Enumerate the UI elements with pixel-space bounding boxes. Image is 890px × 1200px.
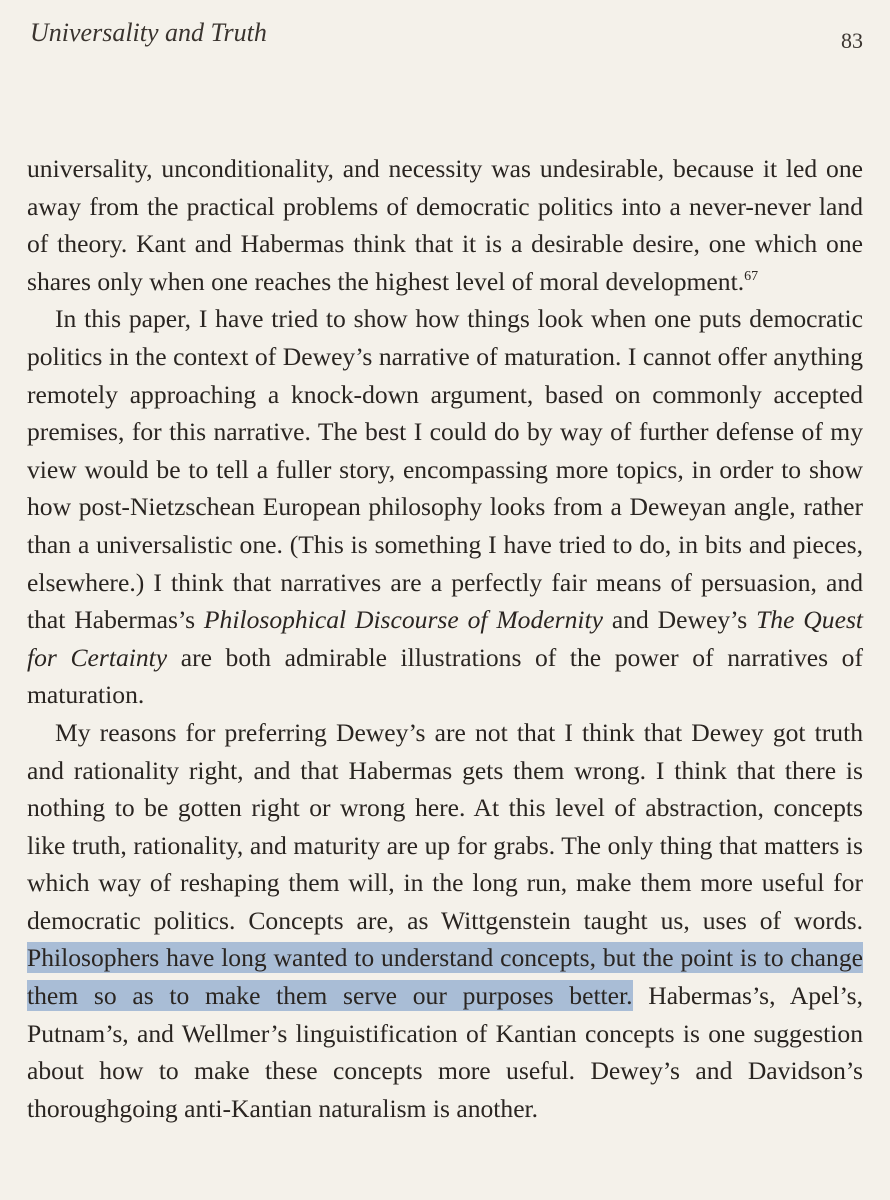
book-title-philosophical-discourse: Philosophical Discourse of Modernity bbox=[203, 605, 603, 635]
footnote-marker: 67 bbox=[744, 268, 759, 284]
paragraph-1 bbox=[27, 150, 863, 300]
highlighted-passage[interactable]: Philosophers have long wanted to understand concepts, but the point is to change them so as to make them serve our purposes better. bbox=[27, 943, 863, 1011]
paragraph-1-text: universality, unconditionality, and necessity was undesirable, because it led one away from the practical problems of democratic politics into a never-never land of theory. Kant and Habermas think that it is a desirable desire, one which one shares only when one reaches the highest level of moral development. bbox=[27, 154, 863, 296]
page-number: 83 bbox=[841, 28, 863, 53]
body-text bbox=[27, 150, 863, 1127]
paragraph-3-text-c: Habermas’s, Apel’s, Putnam’s, and Wellmer’s linguistification of Kantian concepts is one suggestion about how to make these concepts more useful. Dewey’s and Davidson’s thoroughgoing anti-Kantian naturalism is another. bbox=[27, 981, 863, 1123]
paragraph-3-text-a: My reasons for preferring Dewey’s are not that I think that Dewey got truth and rationality right, and that Habermas gets them wrong. I think that there is nothing to be gotten right or wrong here. At this level of abstraction, concepts like truth, rationality, and maturity are up for grabs. The only thing that matters is which way of reshaping them will, in the long run, make them more useful for democratic politics. Concepts are, as Wittgenstein taught us, uses of words. bbox=[27, 717, 863, 935]
paragraph-2 bbox=[27, 300, 863, 714]
running-title: Universality and Truth bbox=[30, 18, 267, 47]
paragraph-2-text-a: In this paper, I have tried to show how things look when one puts democratic politics in the context of Dewey’s narrative of maturation. I cannot offer anything remotely approaching a knock-down argument, based on commonly accepted premises, for this narrative. The best I could do by way of further defense of my view would be to tell a fuller story, encompassing more topics, in order to show how post-Nietzschean European philosophy looks from a Deweyan angle, rather than a universalistic one. (This is something I have tried to do, in bits and pieces, elsewhere.) I think that narratives are a perfectly fair means of persuasion, and that Habermas’s bbox=[27, 304, 863, 635]
book-title-quest-for-certainty: The Quest for Certainty bbox=[27, 605, 864, 672]
paragraph-2-text-b: and Dewey’s bbox=[602, 605, 757, 635]
paragraph-3 bbox=[27, 714, 863, 1128]
paragraph-2-text-c: are both admirable illustrations of the power of narratives of maturation. bbox=[27, 642, 863, 710]
